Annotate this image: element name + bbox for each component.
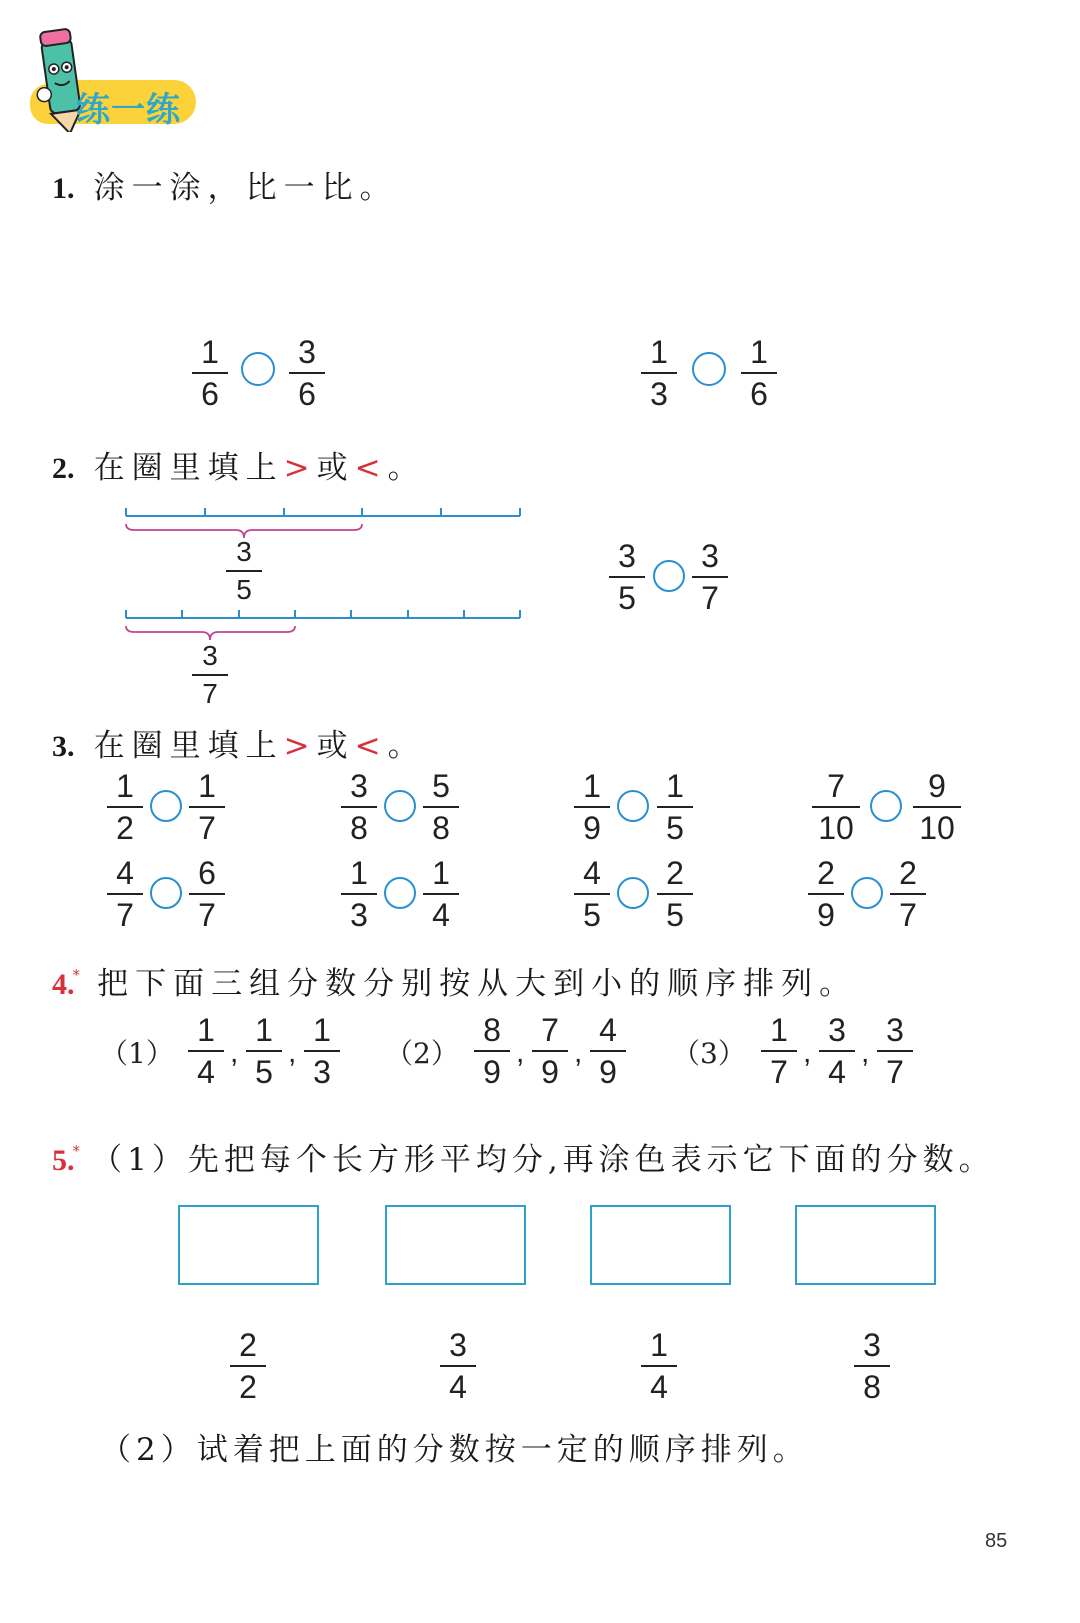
fraction: 1 3 <box>300 1012 344 1090</box>
fraction: 1 4 <box>637 1327 681 1405</box>
answer-circle[interactable] <box>870 790 902 822</box>
fraction: 4 5 <box>570 855 614 933</box>
fraction: 1 7 <box>757 1012 801 1090</box>
practice-badge <box>22 22 202 132</box>
brace <box>126 626 295 640</box>
fraction: 1 7 <box>185 768 229 846</box>
answer-circle[interactable] <box>150 877 182 909</box>
question-text: 在圈里填上>或<。 <box>93 728 426 764</box>
comma: , <box>803 1036 812 1069</box>
fraction: 3 4 <box>815 1012 859 1090</box>
number-line-fifths <box>118 500 528 550</box>
answer-circle[interactable] <box>150 790 182 822</box>
question-number: 1. <box>52 172 75 205</box>
badge-label: 练一练 <box>76 90 181 130</box>
question-2 <box>52 442 426 487</box>
answer-circle[interactable] <box>384 790 416 822</box>
question-text: 涂一涂，比一比。 <box>93 170 398 206</box>
question-text: （1）先把每个长方形平均分,再涂色表示它下面的分数。 <box>91 1142 995 1178</box>
fraction: 6 7 <box>185 855 229 933</box>
number-line-sevenths <box>118 602 528 652</box>
fraction: 1 4 <box>184 1012 228 1090</box>
fraction: 1 4 <box>419 855 463 933</box>
fraction: 3 7 <box>688 538 732 616</box>
fraction: 3 8 <box>337 768 381 846</box>
answer-circle[interactable] <box>692 352 726 386</box>
fraction: 1 3 <box>637 334 681 412</box>
fraction: 3 7 <box>873 1012 917 1090</box>
question-number: 2. <box>52 452 75 485</box>
fraction: 3 4 <box>436 1327 480 1405</box>
question-5-part-2: （2）试着把上面的分数按一定的顺序排列。 <box>100 1432 809 1468</box>
question-4 <box>52 958 857 1003</box>
shading-rectangle[interactable] <box>590 1205 731 1285</box>
answer-circle[interactable] <box>241 352 275 386</box>
fraction: 9 10 <box>909 768 965 846</box>
question-text: 在圈里填上>或<。 <box>93 450 426 486</box>
comma: , <box>230 1036 239 1069</box>
group-label: （3） <box>672 1037 746 1070</box>
fraction: 1 2 <box>103 768 147 846</box>
fraction: 1 9 <box>570 768 614 846</box>
page-number: 85 <box>985 1530 1008 1552</box>
fraction: 3 6 <box>285 334 329 412</box>
fraction: 2 7 <box>886 855 930 933</box>
answer-circle[interactable] <box>617 790 649 822</box>
fraction: 2 9 <box>804 855 848 933</box>
fraction: 7 10 <box>808 768 864 846</box>
fraction: 1 5 <box>653 768 697 846</box>
fraction: 2 5 <box>653 855 697 933</box>
answer-circle[interactable] <box>851 877 883 909</box>
fraction: 1 6 <box>188 334 232 412</box>
question-text: 把下面三组分数分别按从大到小的顺序排列。 <box>97 966 858 1002</box>
fraction: 3 5 <box>605 538 649 616</box>
fraction: 2 2 <box>226 1327 270 1405</box>
shading-rectangle[interactable] <box>178 1205 319 1285</box>
group-label: （1） <box>100 1037 174 1070</box>
answer-circle[interactable] <box>653 560 685 592</box>
fraction: 5 8 <box>419 768 463 846</box>
question-number: 3. <box>52 730 75 763</box>
optional-star-icon: * <box>72 966 80 984</box>
fraction: 4 9 <box>586 1012 630 1090</box>
shading-rectangle[interactable] <box>385 1205 526 1285</box>
fraction: 4 7 <box>103 855 147 933</box>
group-label: （2） <box>385 1037 459 1070</box>
question-5 <box>52 1134 995 1179</box>
comma: , <box>288 1036 297 1069</box>
question-1 <box>52 162 398 207</box>
comma: , <box>861 1036 870 1069</box>
question-number: 5. <box>52 1144 75 1177</box>
answer-circle[interactable] <box>617 877 649 909</box>
fraction: 8 9 <box>470 1012 514 1090</box>
fraction: 3 7 <box>188 640 232 710</box>
fraction: 1 5 <box>242 1012 286 1090</box>
optional-star-icon: * <box>72 1142 80 1160</box>
fraction: 3 5 <box>222 536 266 606</box>
fraction: 1 3 <box>337 855 381 933</box>
comma: , <box>574 1036 583 1069</box>
question-3 <box>52 720 426 765</box>
fraction: 1 6 <box>737 334 781 412</box>
question-number: 4. <box>52 968 75 1001</box>
answer-circle[interactable] <box>384 877 416 909</box>
comma: , <box>516 1036 525 1069</box>
shading-rectangle[interactable] <box>795 1205 936 1285</box>
fraction: 3 8 <box>850 1327 894 1405</box>
fraction: 7 9 <box>528 1012 572 1090</box>
